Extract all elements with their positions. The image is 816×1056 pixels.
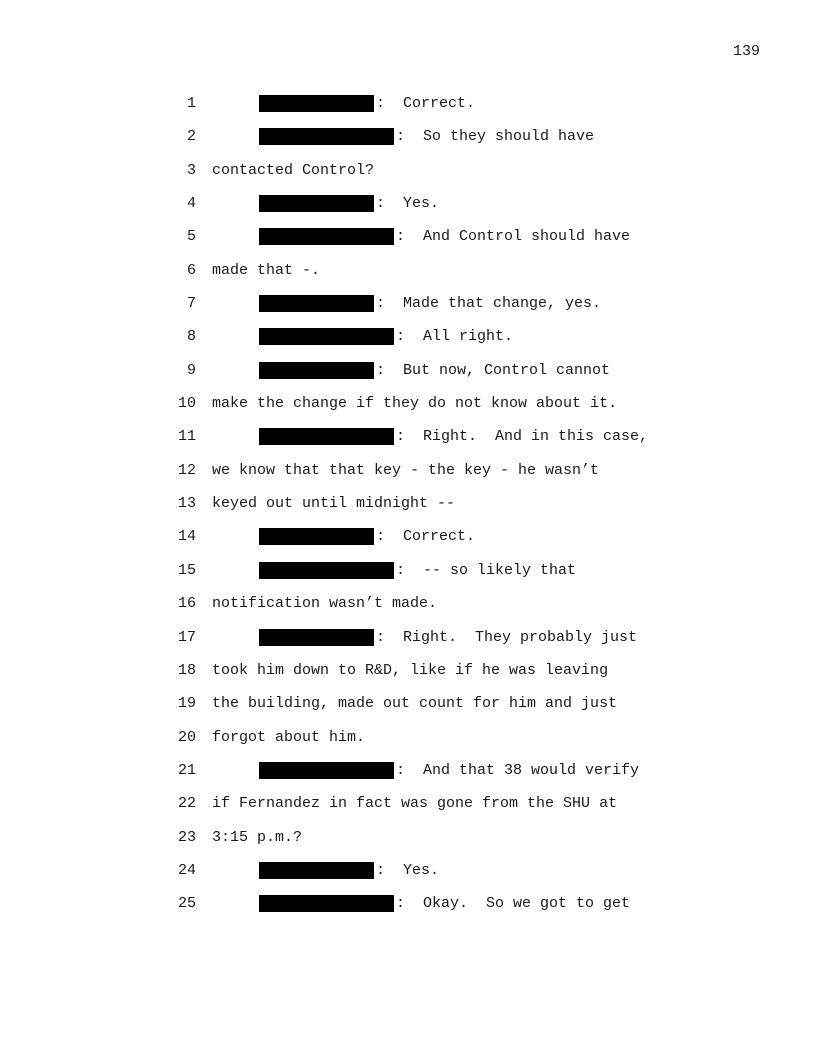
transcript-line xyxy=(0,691,816,724)
line-text: forgot about him. xyxy=(212,728,366,746)
line-text: made that -. xyxy=(212,261,321,279)
transcript-line xyxy=(0,391,816,424)
transcript-line xyxy=(0,791,816,824)
redacted-speaker-name xyxy=(259,629,374,646)
line-text: Right. And in this case, xyxy=(423,428,649,446)
transcript-line xyxy=(0,124,816,157)
line-text: contacted Control? xyxy=(212,161,375,179)
line-number: 19 xyxy=(177,695,196,713)
line-text: Right. They probably just xyxy=(403,628,638,646)
speaker-colon: : xyxy=(376,528,386,546)
line-text: Made that change, yes. xyxy=(403,295,602,313)
redacted-speaker-name xyxy=(259,195,374,212)
redacted-speaker-name xyxy=(259,528,374,545)
speaker-colon: : xyxy=(396,228,406,246)
line-text: All right. xyxy=(423,328,514,346)
redacted-speaker-name xyxy=(259,895,394,912)
speaker-colon: : xyxy=(396,761,406,779)
redacted-speaker-name xyxy=(259,228,394,245)
line-number: 20 xyxy=(177,728,196,746)
line-number: 12 xyxy=(177,461,196,479)
line-number: 15 xyxy=(177,561,196,579)
line-number: 9 xyxy=(186,361,196,379)
line-number: 13 xyxy=(177,495,196,513)
line-text: Yes. xyxy=(403,861,440,879)
transcript-line xyxy=(0,558,816,591)
redacted-speaker-name xyxy=(259,562,394,579)
transcript-line xyxy=(0,725,816,758)
transcript-line xyxy=(0,191,816,224)
speaker-colon: : xyxy=(376,861,386,879)
transcript-line xyxy=(0,324,816,357)
line-number: 22 xyxy=(177,795,196,813)
speaker-colon: : xyxy=(396,895,406,913)
line-text: 3:15 p.m.? xyxy=(212,828,303,846)
line-text: notification wasn’t made. xyxy=(212,595,438,613)
line-text: Correct. xyxy=(403,528,476,546)
line-text: we know that that key - the key - he wasn’t xyxy=(212,461,600,479)
line-text: if Fernandez in fact was gone from the SHU at xyxy=(212,795,618,813)
transcript-line xyxy=(0,891,816,924)
transcript-line xyxy=(0,658,816,691)
transcript-line xyxy=(0,858,816,891)
line-text: -- so likely that xyxy=(423,561,577,579)
line-number: 25 xyxy=(177,895,196,913)
line-number: 18 xyxy=(177,661,196,679)
line-text: the building, made out count for him and just xyxy=(212,695,618,713)
line-number: 2 xyxy=(186,128,196,146)
transcript-line xyxy=(0,458,816,491)
line-text: Yes. xyxy=(403,195,440,213)
speaker-colon: : xyxy=(376,361,386,379)
line-number: 16 xyxy=(177,595,196,613)
line-text: Okay. So we got to get xyxy=(423,895,631,913)
transcript-line xyxy=(0,91,816,124)
line-text: And that 38 would verify xyxy=(423,761,640,779)
speaker-colon: : xyxy=(396,328,406,346)
transcript xyxy=(0,91,816,925)
line-number: 23 xyxy=(177,828,196,846)
line-number: 24 xyxy=(177,861,196,879)
line-text: make the change if they do not know about it. xyxy=(212,395,618,413)
line-number: 3 xyxy=(186,161,196,179)
transcript-line xyxy=(0,625,816,658)
transcript-line xyxy=(0,291,816,324)
line-number: 6 xyxy=(186,261,196,279)
speaker-colon: : xyxy=(396,561,406,579)
transcript-line xyxy=(0,524,816,557)
line-number: 1 xyxy=(186,95,196,112)
redacted-speaker-name xyxy=(259,428,394,445)
redacted-speaker-name xyxy=(259,762,394,779)
transcript-line xyxy=(0,358,816,391)
line-number: 4 xyxy=(186,195,196,213)
redacted-speaker-name xyxy=(259,95,374,112)
page-number: 139 xyxy=(733,43,761,60)
transcript-line xyxy=(0,258,816,291)
line-text: keyed out until midnight -- xyxy=(212,495,456,513)
line-number: 11 xyxy=(177,428,196,446)
line-text: took him down to R&D, like if he was leaving xyxy=(212,661,609,679)
transcript-line xyxy=(0,491,816,524)
speaker-colon: : xyxy=(396,128,406,146)
redacted-speaker-name xyxy=(259,862,374,879)
redacted-speaker-name xyxy=(259,295,374,312)
speaker-colon: : xyxy=(376,628,386,646)
redacted-speaker-name xyxy=(259,128,394,145)
speaker-colon: : xyxy=(376,295,386,313)
line-number: 17 xyxy=(177,628,196,646)
line-text: But now, Control cannot xyxy=(403,361,611,379)
transcript-line xyxy=(0,158,816,191)
line-number: 10 xyxy=(177,395,196,413)
transcript-line xyxy=(0,758,816,791)
redacted-speaker-name xyxy=(259,362,374,379)
line-number: 21 xyxy=(177,761,196,779)
line-text: Correct. xyxy=(403,95,476,112)
speaker-colon: : xyxy=(376,195,386,213)
transcript-line xyxy=(0,224,816,257)
speaker-colon: : xyxy=(376,95,386,112)
line-text: And Control should have xyxy=(423,228,631,246)
line-number: 5 xyxy=(186,228,196,246)
transcript-line xyxy=(0,591,816,624)
line-number: 7 xyxy=(186,295,196,313)
line-number: 14 xyxy=(177,528,196,546)
line-text: So they should have xyxy=(423,128,595,146)
redacted-speaker-name xyxy=(259,328,394,345)
transcript-line xyxy=(0,825,816,858)
speaker-colon: : xyxy=(396,428,406,446)
transcript-line xyxy=(0,424,816,457)
line-number: 8 xyxy=(186,328,196,346)
